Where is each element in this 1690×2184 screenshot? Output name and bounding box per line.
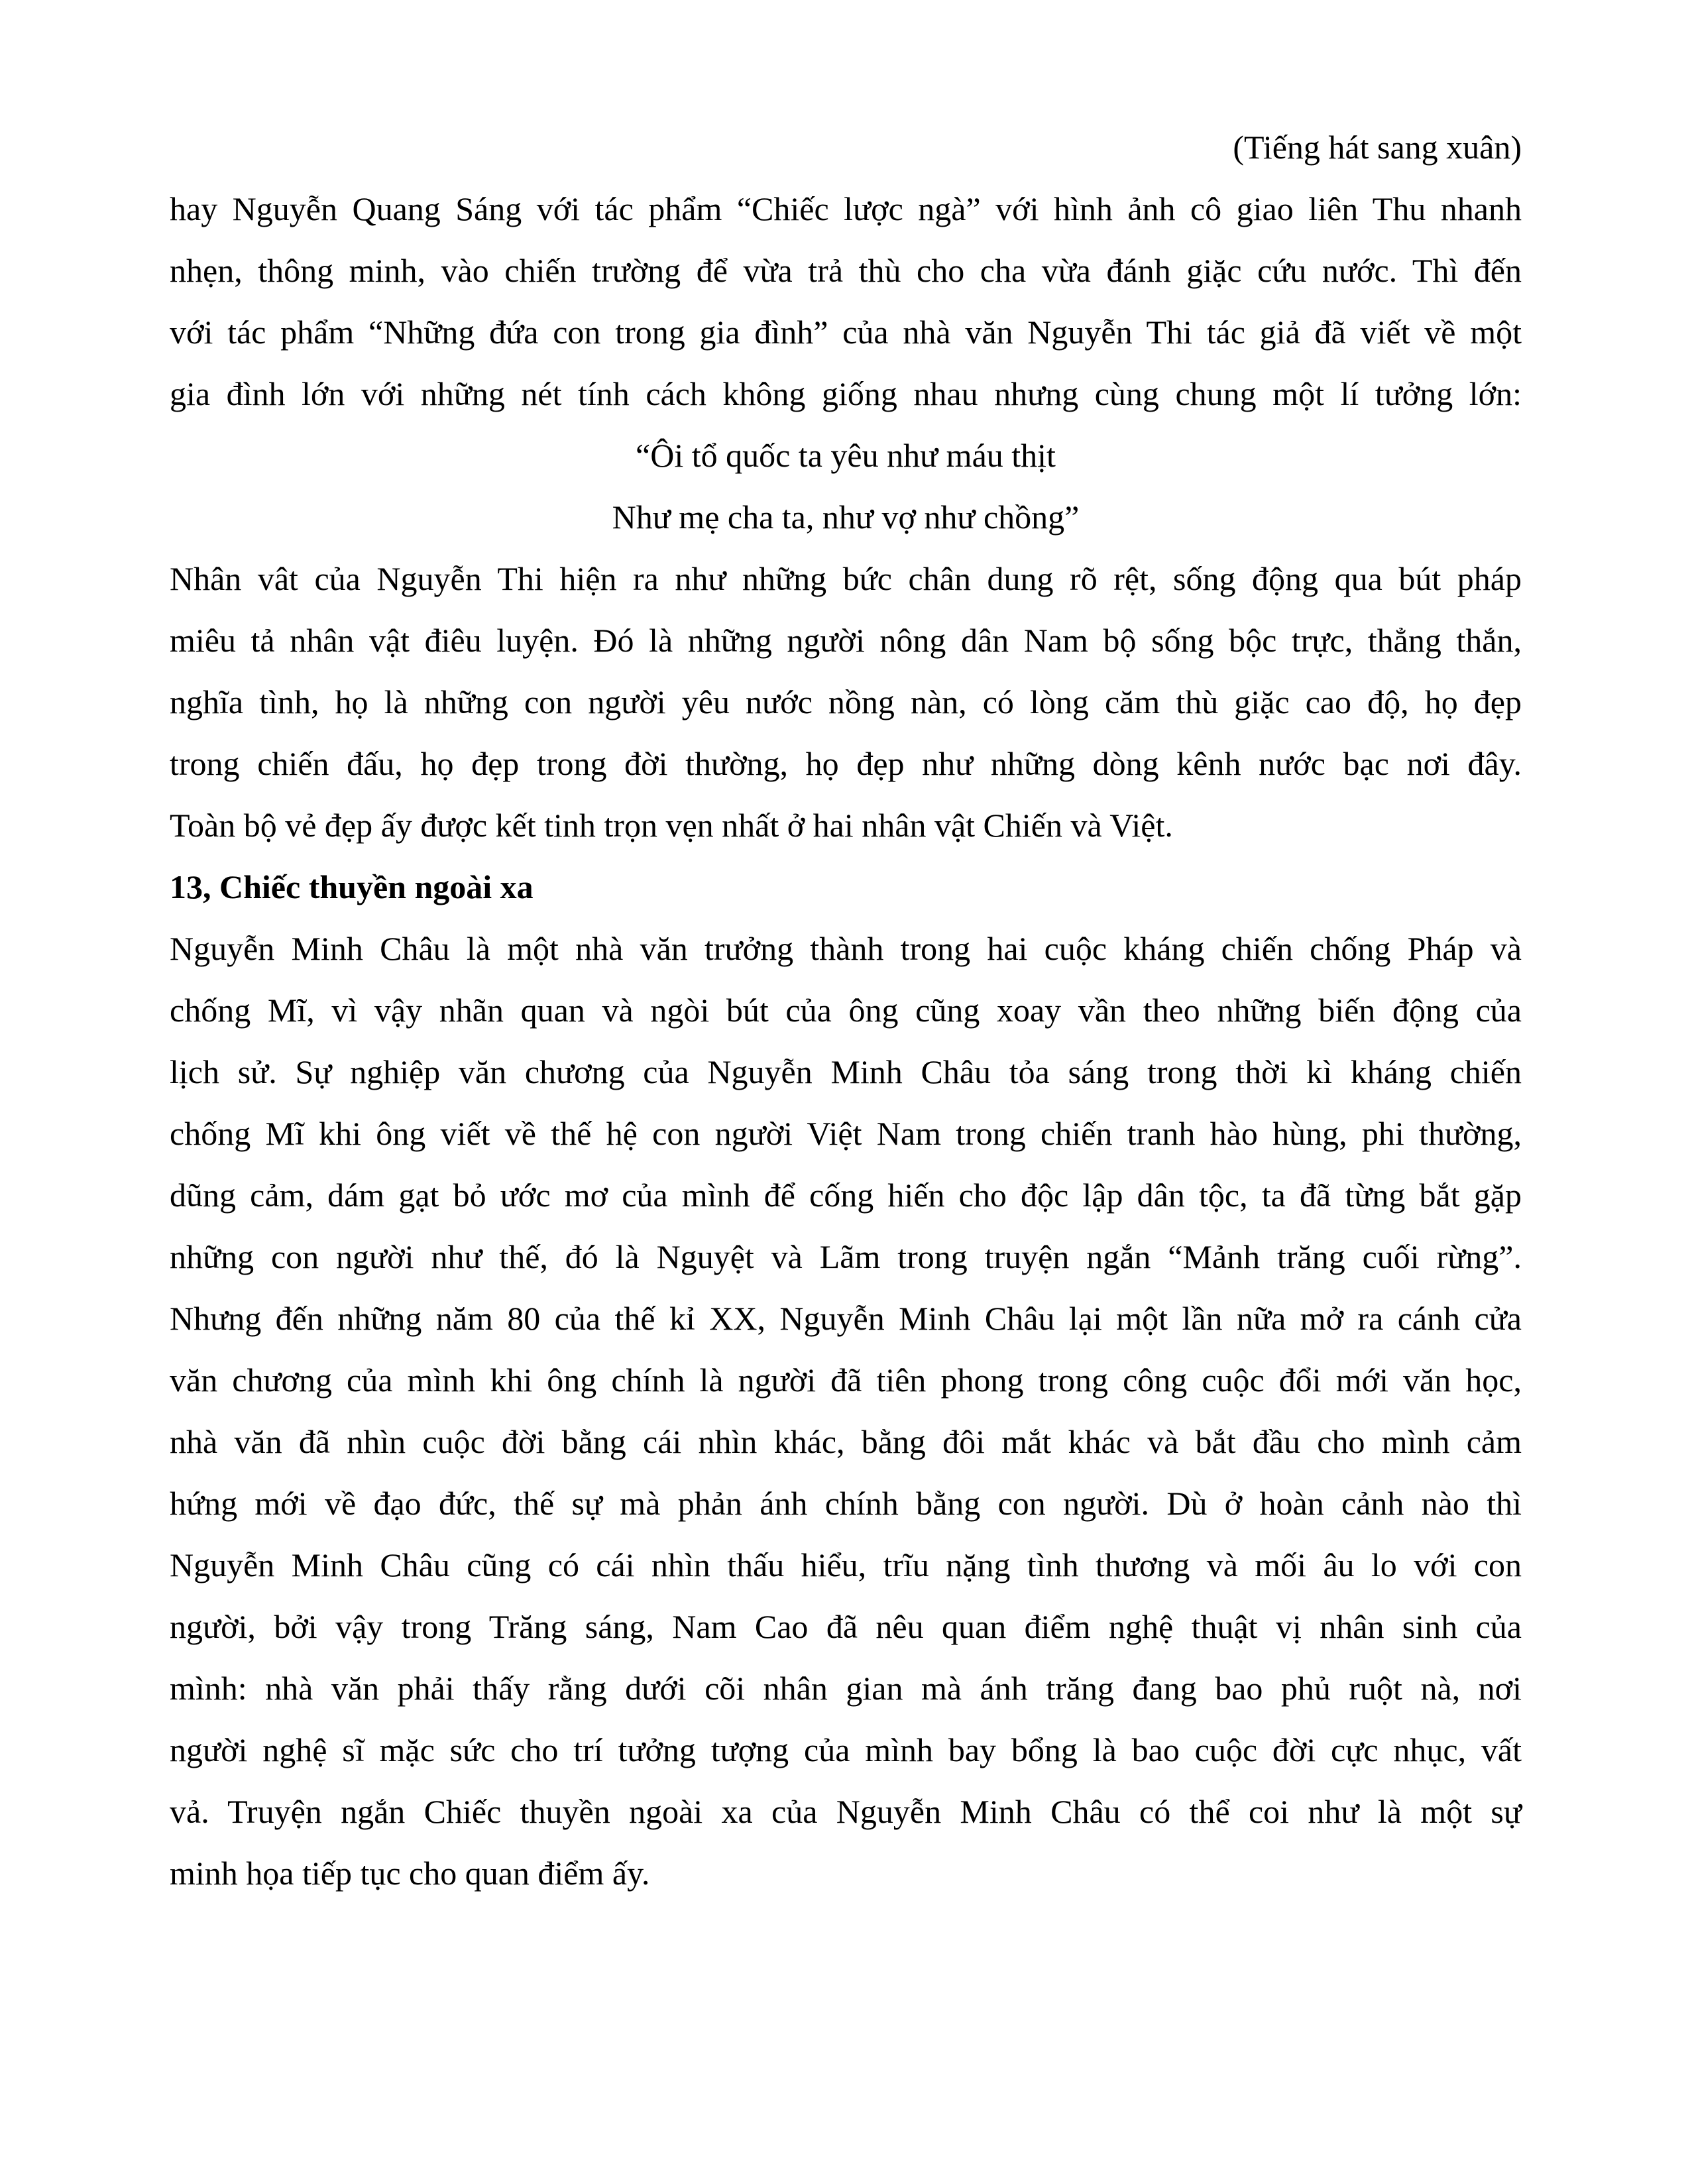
text-line: dũng cảm, dám gạt bỏ ước mơ của mình để cống hiến cho độc lập dân tộc, ta đã từng bắt gặp <box>170 1177 1522 1214</box>
source-note: (Tiếng hát sang xuân) <box>1233 129 1522 166</box>
text-line: văn chương của mình khi ông chính là người đã tiên phong trong công cuộc đổi mới văn học, <box>170 1361 1522 1399</box>
text-line: Nguyễn Minh Châu là một nhà văn trưởng thành trong hai cuộc kháng chiến chống Pháp và <box>170 930 1522 967</box>
text-line: trong chiến đấu, họ đẹp trong đời thường, họ đẹp như những dòng kênh nước bạc nơi đây. <box>170 745 1522 782</box>
text-line: nhà văn đã nhìn cuộc đời bằng cái nhìn khác, bằng đôi mắt khác và bắt đầu cho mình cảm <box>170 1423 1522 1460</box>
text-line: nhẹn, thông minh, vào chiến trường để vừa trả thù cho cha vừa đánh giặc cứu nước. Thì đến <box>170 252 1522 289</box>
quote-line: Như mẹ cha ta, như vợ như chồng” <box>612 498 1080 536</box>
text-line: chống Mĩ khi ông viết về thế hệ con người Việt Nam trong chiến tranh hào hùng, phi thường, <box>170 1115 1522 1152</box>
text-line: với tác phẩm “Những đứa con trong gia đình” của nhà văn Nguyễn Thi tác giả đã viết về một <box>170 314 1522 351</box>
section-heading: 13, Chiếc thuyền ngoài xa <box>170 868 534 905</box>
text-line: mình: nhà văn phải thấy rằng dưới cõi nhân gian mà ánh trăng đang bao phủ ruột nà, nơi <box>170 1670 1522 1707</box>
text-line: những con người như thế, đó là Nguyệt và Lãm trong truyện ngắn “Mảnh trăng cuối rừng”. <box>170 1238 1522 1275</box>
text-line: miêu tả nhân vật điêu luyện. Đó là những người nông dân Nam bộ sống bộc trực, thẳng thắn, <box>170 622 1522 659</box>
text-line: Toàn bộ vẻ đẹp ấy được kết tinh trọn vẹn nhất ở hai nhân vật Chiến và Việt. <box>170 807 1173 844</box>
paragraph-2 <box>170 548 1522 856</box>
document-page <box>170 117 1522 1904</box>
text-line: Nhân vât của Nguyễn Thi hiện ra như những bức chân dung rõ rệt, sống động qua bút pháp <box>170 560 1522 597</box>
text-line: hay Nguyễn Quang Sáng với tác phẩm “Chiếc lược ngà” với hình ảnh cô giao liên Thu nhanh <box>170 190 1522 227</box>
text-line: Nguyễn Minh Châu cũng có cái nhìn thấu hiểu, trĩu nặng tình thương và mối âu lo với con <box>170 1546 1522 1583</box>
text-line: gia đình lớn với những nét tính cách không giống nhau nhưng cùng chung một lí tưởng lớn: <box>170 375 1522 412</box>
quote-line: “Ôi tổ quốc ta yêu như máu thịt <box>636 437 1056 474</box>
text-line: hứng mới về đạo đức, thế sự mà phản ánh chính bằng con người. Dù ở hoàn cảnh nào thì <box>170 1485 1522 1522</box>
text-line: lịch sử. Sự nghiệp văn chương của Nguyễn Minh Châu tỏa sáng trong thời kì kháng chiến <box>170 1053 1522 1090</box>
text-line: vả. Truyện ngắn Chiếc thuyền ngoài xa của Nguyễn Minh Châu có thể coi như là một sự <box>170 1793 1522 1830</box>
text-line: minh họa tiếp tục cho quan điểm ấy. <box>170 1855 650 1892</box>
text-line: người, bởi vậy trong Trăng sáng, Nam Cao đã nêu quan điểm nghệ thuật vị nhân sinh của <box>170 1608 1522 1645</box>
poem-quote <box>170 425 1522 548</box>
text-line: người nghệ sĩ mặc sức cho trí tưởng tượng của mình bay bổng là bao cuộc đời cực nhục, vất <box>170 1731 1522 1768</box>
text-line: nghĩa tình, họ là những con người yêu nước nồng nàn, có lòng căm thù giặc cao độ, họ đẹp <box>170 683 1522 720</box>
paragraph-1 <box>170 178 1522 425</box>
paragraph-3 <box>170 918 1522 1904</box>
text-line: chống Mĩ, vì vậy nhãn quan và ngòi bút của ông cũng xoay vần theo những biến động của <box>170 992 1522 1029</box>
text-line: Nhưng đến những năm 80 của thế kỉ XX, Nguyễn Minh Châu lại một lần nữa mở ra cánh cửa <box>170 1300 1522 1337</box>
